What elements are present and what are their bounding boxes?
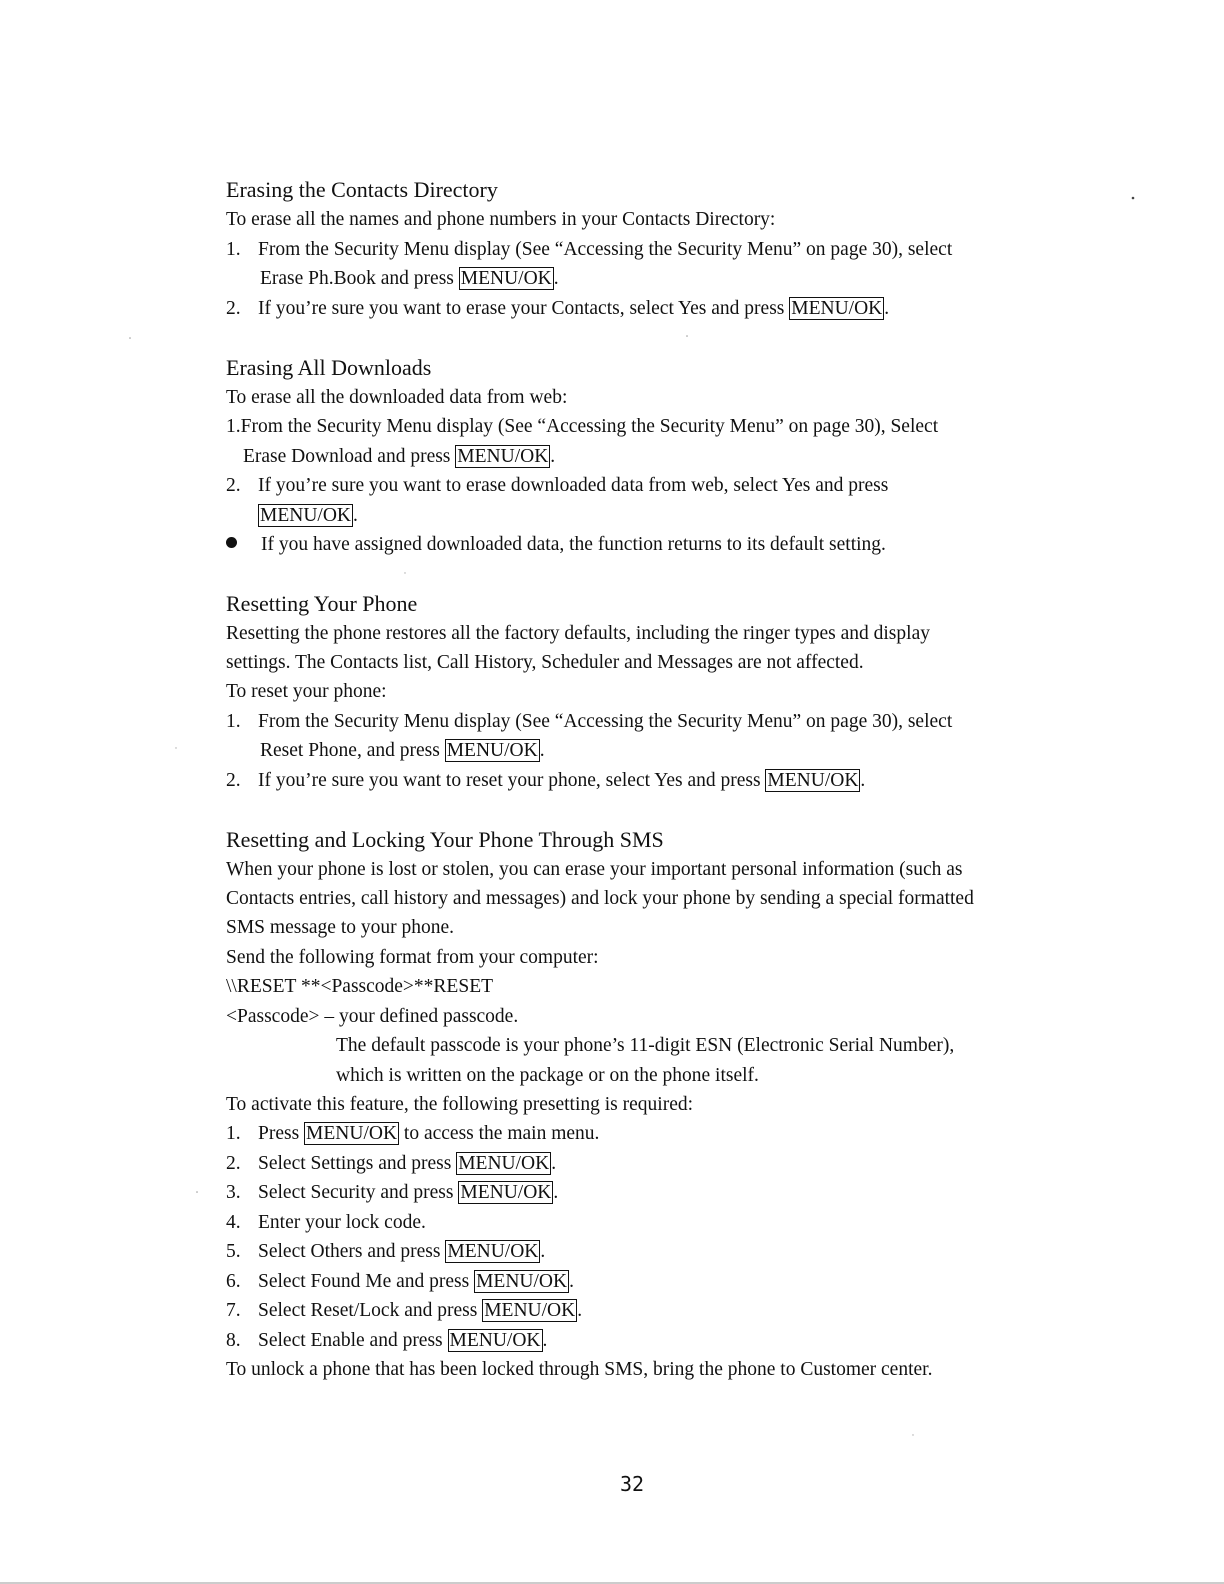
unlock-note: To unlock a phone that has been locked through SMS, bring the phone to Customer center. xyxy=(226,1359,933,1380)
step-7: 7. Select Reset/Lock and press MENU/OK . xyxy=(226,1300,583,1321)
paragraph: To activate this feature, the following presetting is required: xyxy=(226,1094,694,1115)
menu-ok-key: MENU/OK xyxy=(446,740,538,761)
menu-ok-key: MENU/OK xyxy=(460,268,552,289)
paragraph: Send the following format from your computer: xyxy=(226,947,599,968)
step-6: 6. Select Found Me and press MENU/OK . xyxy=(226,1271,574,1292)
menu-ok-key: MENU/OK xyxy=(476,1271,568,1292)
section-title-sms-lock: Resetting and Locking Your Phone Through SMS xyxy=(226,827,664,852)
step-2: 2. Select Settings and press MENU/OK . xyxy=(226,1153,557,1174)
step-2: 2. If you’re sure you want to erase downloaded data from web, select Yes and press xyxy=(226,475,889,496)
menu-ok-key: MENU/OK xyxy=(458,1153,550,1174)
paragraph: Contacts entries, call history and messages) and lock your phone by sending a special formatted xyxy=(226,888,974,909)
paragraph: Resetting the phone restores all the factory defaults, including the ringer types and display xyxy=(226,623,930,644)
page-number: 32 xyxy=(619,1472,645,1496)
paragraph: SMS message to your phone. xyxy=(226,917,455,938)
passcode-definition: <Passcode> – your defined passcode. xyxy=(226,1006,519,1027)
step-1: 1. From the Security Menu display (See “Accessing the Security Menu” on page 30), select xyxy=(226,711,953,732)
bullet-note: If you have assigned downloaded data, the function returns to its default setting. xyxy=(226,533,886,557)
step-number: 1. xyxy=(226,711,241,732)
bullet-icon xyxy=(226,537,237,548)
step-1-cont: Erase Download and press MENU/OK . xyxy=(243,446,556,467)
step-number: 2. xyxy=(226,298,241,319)
menu-ok-key: MENU/OK xyxy=(260,505,351,526)
step-1: 1.From the Security Menu display (See “Accessing the Security Menu” on page 30), Select xyxy=(226,416,939,437)
step-2: 2. If you’re sure you want to erase your Contacts, select Yes and press MENU/OK . xyxy=(226,298,890,319)
section-title-reset-phone: Resetting Your Phone xyxy=(226,591,418,616)
passcode-note: which is written on the package or on the phone itself. xyxy=(336,1065,759,1086)
step-8: 8. Select Enable and press MENU/OK . xyxy=(226,1330,548,1351)
paragraph: To reset your phone: xyxy=(226,681,387,702)
menu-ok-key: MENU/OK xyxy=(791,298,883,319)
step-5: 5. Select Others and press MENU/OK . xyxy=(226,1241,546,1262)
menu-ok-key: MENU/OK xyxy=(767,770,859,791)
step-1-cont: Erase Ph.Book and press MENU/OK . xyxy=(260,268,559,289)
step-1-cont: Reset Phone, and press MENU/OK . xyxy=(260,740,545,761)
step-4: 4. Enter your lock code. xyxy=(226,1212,426,1233)
step-2-cont: MENU/OK . xyxy=(260,505,358,526)
menu-ok-key: MENU/OK xyxy=(306,1123,398,1144)
step-3: 3. Select Security and press MENU/OK . xyxy=(226,1182,559,1203)
sms-format: \\RESET **<Passcode>**RESET xyxy=(226,976,494,997)
menu-ok-key: MENU/OK xyxy=(449,1330,541,1351)
menu-ok-key: MENU/OK xyxy=(447,1241,539,1262)
paragraph: When your phone is lost or stolen, you can erase your important personal information (such as xyxy=(226,859,963,880)
passcode-note: The default passcode is your phone’s 11-digit ESN (Electronic Serial Number), xyxy=(336,1035,955,1056)
step-1: 1. Press MENU/OK to access the main menu. xyxy=(226,1123,600,1144)
menu-ok-key: MENU/OK xyxy=(457,446,549,467)
section-title-erase-contacts: Erasing the Contacts Directory xyxy=(226,177,498,202)
menu-ok-key: MENU/OK xyxy=(484,1300,576,1321)
step-1: 1. From the Security Menu display (See “Accessing the Security Menu” on page 30), select xyxy=(226,239,953,260)
section-title-erase-downloads: Erasing All Downloads xyxy=(226,355,432,380)
paragraph: settings. The Contacts list, Call History, Scheduler and Messages are not affected. xyxy=(226,652,864,673)
paragraph: To erase all the downloaded data from web: xyxy=(226,387,568,408)
step-number: 2. xyxy=(226,475,241,496)
step-number: 1. xyxy=(226,239,241,260)
paragraph: To erase all the names and phone numbers in your Contacts Directory: xyxy=(226,209,776,230)
step-number: 2. xyxy=(226,770,241,791)
menu-ok-key: MENU/OK xyxy=(460,1182,552,1203)
step-2: 2. If you’re sure you want to reset your phone, select Yes and press MENU/OK . xyxy=(226,770,866,791)
